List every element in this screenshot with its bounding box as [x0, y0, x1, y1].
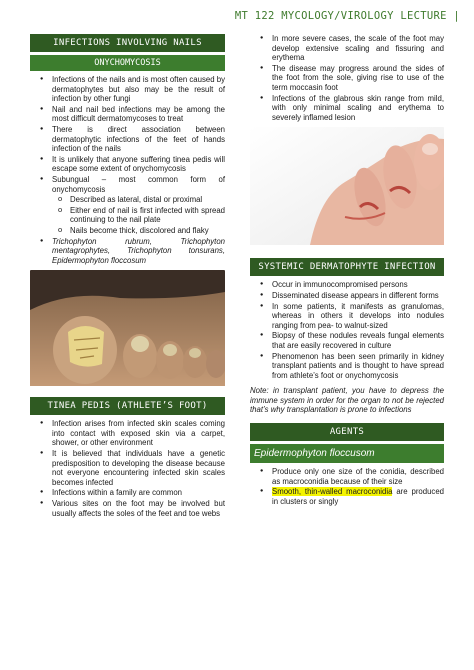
subungual-sublist: [52, 195, 225, 235]
list-item: ● There is direct association between dermatophytic infections of the feet of hands infection of the nails: [52, 125, 225, 154]
section-banner-tinea-pedis: TINEA PEDIS (ATHLETE’S FOOT): [30, 397, 225, 415]
species-list-item: [52, 237, 225, 266]
list-item: ● It is believed that individuals have a genetic predisposition to developing the disease because not everyone encountering infected skin scales becomes infected: [52, 449, 225, 487]
agent-name-banner: Epidermophyton floccusom: [250, 444, 444, 463]
section-banner-agents: AGENTS: [250, 423, 444, 441]
transplant-note: Note: in transplant patient, you have to depress the immune system in order for the organ to not be rejected that’s why transplantation is prone to infections: [250, 386, 444, 415]
list-item: ● Infection arises from infected skin scales coming into contact with exposed skin via a carpet, shower, or other environment: [52, 419, 225, 448]
list-item: ● Nail and nail bed infections may be among the most difficult dermatomycoses to treat: [52, 105, 225, 124]
list-item: [52, 175, 225, 236]
onychomycosis-toenail-photo: [30, 270, 225, 391]
sub-list-item: o Nails become thick, discolored and flaky: [70, 226, 225, 236]
tinea-continued-list: [250, 34, 444, 122]
tinea-pedis-foot-photo: [250, 127, 444, 250]
section-banner-systemic: SYSTEMIC DERMATOPHYTE INFECTION: [250, 258, 444, 276]
list-item: ● Occur in immunocompromised persons: [272, 280, 444, 290]
list-item: [272, 487, 444, 506]
list-item: ● Infections of the nails and is most often caused by dermatophytes but also may be the result of infection by other fungi: [52, 75, 225, 104]
sub-list-item: o Described as lateral, distal or proximal: [70, 195, 225, 205]
left-column: [30, 34, 225, 519]
species-text: Trichophyton rubrum, Trichophyton mentagrophytes, Trichophyton tonsurans, Epidermophyton floccosum: [52, 236, 225, 265]
list-item: ● Infections of the glabrous skin range from mild, with only minimal scaling and erythema to severely inflamed lesion: [272, 94, 444, 123]
systemic-list: [250, 280, 444, 380]
list-item: ● In more severe cases, the scale of the foot may develop extensive scaling and fissuring and erythema: [272, 34, 444, 63]
list-item-text: are produced in clusters or singly: [272, 487, 444, 506]
tinea-pedis-list: [30, 419, 225, 518]
list-item: ● The disease may progress around the sides of the foot from the sole, giving rise to use of the term moccasin foot: [272, 64, 444, 93]
list-item: ● Phenomenon has been seen primarily in kidney transplant patients and is thought to have spread from athlete’s foot or onychomycosis: [272, 352, 444, 381]
highlighted-text: Smooth, thin-walled macroconidia: [272, 487, 393, 497]
agent-list: [250, 467, 444, 506]
page-header-title: MT 122 MYCOLOGY/VIROLOGY LECTURE |: [234, 10, 460, 22]
sub-list-item: o Either end of nail is first infected with spread continuing to the nail plate: [70, 206, 225, 225]
list-item: ● Infections within a family are common: [52, 488, 225, 498]
list-item: ● It is unlikely that anyone suffering tinea pedis will escape some extent of onychomycosis: [52, 155, 225, 174]
list-item: ● Produce only one size of the conidia, described as macroconidia because of their size: [272, 467, 444, 486]
list-item: ● In some patients, it manifests as granulomas, whereas in others it develops into nodules ranging from pea- to walnut-sized: [272, 302, 444, 331]
list-item: ● Biopsy of these nodules reveals fungal elements that are easily recovered in culture: [272, 331, 444, 350]
list-item-text: Subungual – most common form of onychomycosis: [52, 174, 225, 194]
onychomycosis-list: [30, 75, 225, 265]
section-banner-nails: INFECTIONS INVOLVING NAILS: [30, 34, 225, 52]
right-column: [250, 34, 444, 507]
subsection-banner-onychomycosis: ONYCHOMYCOSIS: [30, 55, 225, 71]
list-item: ● Various sites on the foot may be involved but usually affects the soles of the feet and toe webs: [52, 499, 225, 518]
list-item: ● Disseminated disease appears in different forms: [272, 291, 444, 301]
